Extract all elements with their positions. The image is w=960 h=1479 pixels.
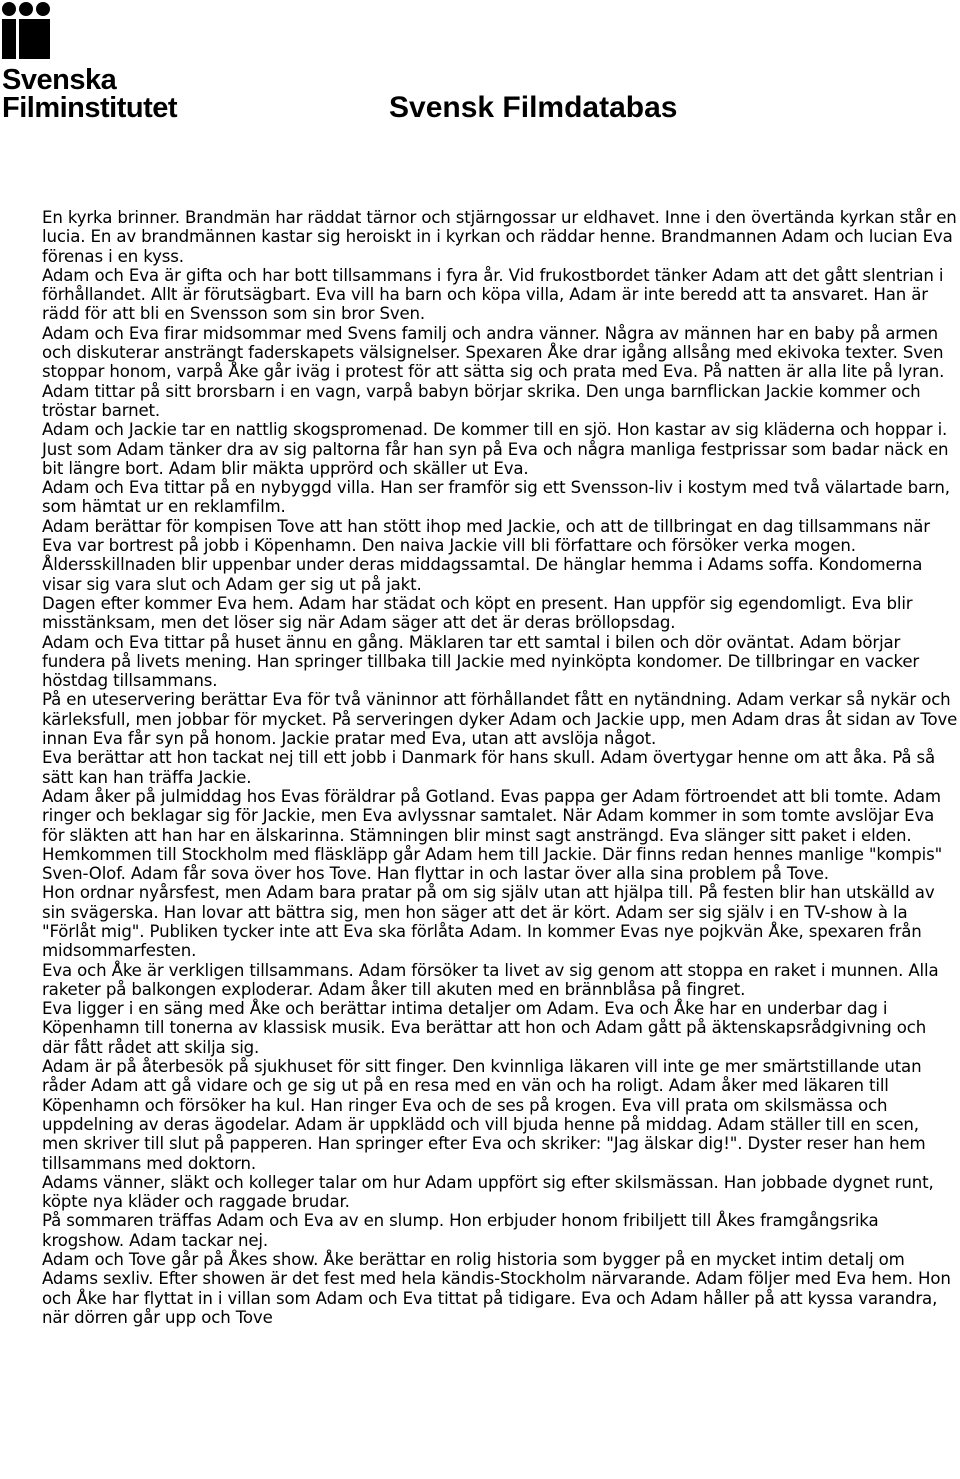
synopsis-paragraph: Hemkommen till Stockholm med fläskläpp går Adam hem till Jackie. Där finns redan hennes manlige "kompis" Sven-Olof. Adam får sova över hos Tove. Han flyttar in och lastar över alla sina problem på Tove.	[42, 844, 943, 884]
synopsis-paragraph: Dagen efter kommer Eva hem. Adam har städat och köpt en present. Han uppför sig egendomligt. Eva blir misstänksam, men det löser sig när Adam säger att det är deras bröllopsdag.	[42, 593, 913, 633]
synopsis-paragraph: Adams vänner, släkt och kolleger talar om hur Adam uppfört sig efter skilsmässan. Han jobbade dygnet runt, köpte nya kläder och raggade brudar.	[42, 1172, 934, 1212]
site-title: Svensk Filmdatabas	[389, 91, 678, 124]
synopsis-paragraph: Adam och Eva är gifta och har bott tillsammans i fyra år. Vid frukostbordet tänker Adam att det gått slentrian i förhållandet. Allt är förutsägbart. Eva vill ha barn och köpa villa, Adam är inte beredd att ta ansvaret. Han är rädd för att bli en Svensson som sin bror Sven.	[42, 265, 944, 324]
logo-bar-icon	[2, 19, 16, 59]
synopsis-paragraph: Eva ligger i en säng med Åke och berättar intima detaljer om Adam. Eva och Åke har en underbar dag i Köpenhamn till tonerna av klassisk musik. Eva berättar att hon och Adam gått på äktenskapsrådgivning och där fått rådet att skilja sig.	[42, 999, 927, 1057]
logo-block-icon	[19, 19, 50, 59]
synopsis-paragraph: Adam och Eva firar midsommar med Svens familj och andra vänner. Några av männen har en baby på armen och diskuterar ansträngt faderskapets välsignelser. Spexaren Åke drar igång allsång med ekivoka texter. Sven stoppar honom, varpå Åke går iväg i protest för att sätta sig och prata med Eva. På natten är alla lite på lyran. Adam tittar på sitt brorsbarn i en vagn, varpå babyn börjar skrika. Den unga barnflickan Jackie kommer och tröstar barnet.	[42, 323, 945, 420]
synopsis-paragraph: Adam och Eva tittar på en nybyggd villa. Han ser framför sig ett Svensson-liv i kostym med två välartade barn, som hämtat ur en reklamfilm.	[42, 478, 950, 517]
synopsis-paragraph: Eva berättar att hon tackat nej till ett jobb i Danmark för hans skull. Adam övertygar henne om att åka. På så sätt kan han träffa Jackie.	[42, 748, 936, 787]
logo-text-line2: Filminstitutet	[2, 92, 178, 124]
synopsis-paragraph: Adam och Eva tittar på huset ännu en gång. Mäklaren tar ett samtal i bilen och dör oväntat. Adam börjar fundera på livets mening. Han springer tillbaka till Jackie med nyinköpta kondomer. De tillbringar en vacker höstdag tillsammans.	[42, 632, 920, 691]
logo-dot-icon	[2, 2, 16, 16]
synopsis-paragraph: Hon ordnar nyårsfest, men Adam bara pratar på om sig själv utan att hjälpa till. På festen blir han utskälld av sin svägerska. Han lovar att bättra sig, men hon säger att det är kört. Adam ser sig själv i en TV-show à la "Förlåt mig". Publiken tycker inte att Eva ska förlåta Adam. In kommer Evas nye pojkvän Åke, spexaren från midsommarfesten.	[42, 883, 935, 961]
synopsis-paragraph: Adam åker på julmiddag hos Evas föräldrar på Gotland. Evas pappa ger Adam förtroendet att bli tomte. Adam ringer och beklagar sig för Jackie, men Eva avlyssnar samtalet. När Adam kommer in som tomte avslöjar Eva för släkten att han har en älskarinna. Stämningen blir minst sagt ansträngd. Eva slänger sitt paket i elden.	[42, 786, 941, 845]
synopsis-paragraph: Adam berättar för kompisen Tove att han stött ihop med Jackie, och att de tillbringat en dag tillsammans när Eva var bortrest på jobb i Köpenhamn. Den naiva Jackie vill bli författare och försöker verka mogen. Åldersskillnaden blir uppenbar under deras middagssamtal. De hänglar hemma i Adams soffa. Kondomerna visar sig vara slut och Adam ger sig ut på jakt.	[42, 516, 930, 594]
synopsis-paragraph: En kyrka brinner. Brandmän har räddat tärnor och stjärngossar ur eldhavet. Inne i den övertända kyrkan står en lucia. En av brandmännen kastar sig heroiskt in i kyrkan och räddar henne. Brandmannen Adam och lucian Eva förenas i en kyss.	[42, 208, 957, 266]
logo-dots-icon	[2, 2, 50, 66]
logo-dot-icon	[19, 2, 33, 16]
synopsis-text	[42, 208, 958, 1327]
synopsis-paragraph: Adam är på återbesök på sjukhuset för sitt finger. Den kvinnliga läkaren vill inte ge mer smärtstillande utan råder Adam att gå vidare och ge sig ut på en resa med en vän och ha roligt. Adam åker med läkaren till Köpenhamn och försöker ha kul. Han ringer Eva och de ses på krogen. Eva vill prata om skilsmässa och uppdelning av deras ägodelar. Adam är uppklädd och vill bjuda henne på middag. Adam ställer till en scen, men skriver till slut på papperen. Han springer efter Eva och skriker: "Jag älskar dig!". Dyster reser han hem tillsammans med doktorn.	[42, 1057, 926, 1173]
synopsis-paragraph: På sommaren träffas Adam och Eva av en slump. Hon erbjuder honom fribiljett till Åkes framgångsrika krogshow. Adam tackar nej.	[42, 1211, 879, 1250]
logo-dot-icon	[36, 2, 50, 16]
synopsis-paragraph: Eva och Åke är verkligen tillsammans. Adam försöker ta livet av sig genom att stoppa en raket i munnen. Alla raketer på balkongen exploderar. Adam åker till akuten med en brännblåsa på fingret.	[42, 960, 939, 999]
logo-text-line1: Svenska	[2, 64, 117, 96]
synopsis-paragraph: Adam och Jackie tar en nattlig skogspromenad. De kommer till en sjö. Hon kastar av sig kläderna och hoppar i. Just som Adam tänker dra av sig paltorna får han syn på Eva och några manliga festprissar som badar näck en bit längre bort. Adam blir mäkta upprörd och skäller ut Eva.	[42, 420, 949, 478]
synopsis-paragraph: Adam och Tove går på Åkes show. Åke berättar en rolig historia som bygger på en mycket intim detalj om Adams sexliv. Efter showen är det fest med hela kändis-Stockholm närvarande. Adam följer med Eva hem. Hon och Åke har flyttat in i villan som Adam och Eva tittat på tidigare. Eva och Adam håller på att kyssa varandra, när dörren går upp och Tove	[42, 1250, 951, 1327]
synopsis-paragraph: På en uteservering berättar Eva för två väninnor att förhållandet fått en nytändning. Adam verkar så nykär och kärleksfull, men jobbar för mycket. På serveringen dyker Adam och Jackie upp, men Adam dras åt sidan av Tove innan Eva får syn på honom. Jackie pratar med Eva, utan att avslöja något.	[42, 690, 958, 749]
svenska-filminstitutet-logo[interactable]	[2, 2, 202, 126]
